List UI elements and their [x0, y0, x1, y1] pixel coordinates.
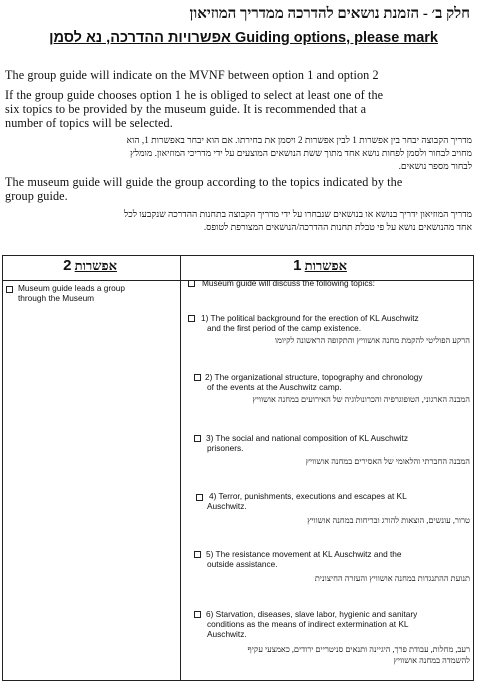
instruction-hebrew-line1: מדריך הקבוצה יבחר בין אפשרות 1 לבין אפשרות 2 ויסמן את בחירתו. אם הוא יבחר באפשרות 1, הוא	[126, 135, 472, 145]
option2-heading-number: 2	[63, 257, 72, 274]
instruction-option1-line2: six topics to be provided by the museum guide. It is recommended that a	[5, 102, 367, 116]
instruction-hebrew-museum-line1: מדריך המוזיאון ידריך בנושא או בנושאים שנבחרו על ידי מדריך הקבוצה בתחנות ההדרכה שנקבעו לכל	[123, 209, 472, 219]
topic-5-en-line2: outside assistance.	[207, 559, 278, 569]
topic-2-en-line2: of the events at the Auschwitz camp.	[207, 382, 342, 392]
instruction-museum-guide-line2: group guide.	[5, 189, 68, 203]
instruction-option-choice: The group guide will indicate on the MVNF between option 1 and option 2	[5, 68, 379, 82]
option2-text-line1: Museum guide leads a group	[18, 283, 126, 293]
topic-1-en-line2: and the first period of the camp existence.	[207, 323, 362, 333]
option1-heading	[260, 257, 380, 274]
topic-4-en-line1: 4) Terror, punishments, executions and escapes at KL	[209, 491, 407, 501]
topic-6-checkbox[interactable]	[194, 611, 201, 618]
topic-2-en-line1: 2) The organizational structure, topography and chronology	[205, 372, 423, 382]
instruction-hebrew-line3: לבחור מספר נושאים.	[398, 161, 472, 171]
topic-1-checkbox[interactable]	[188, 315, 195, 322]
topic-4-en-line2: Auschwitz.	[207, 501, 247, 511]
topic-6-he-line2: להשמדה במחנה אושוויץ	[393, 656, 470, 665]
topic-1-en-line1: 1) The political background for the erection of KL Auschwitz	[201, 313, 419, 323]
page-subtitle	[44, 30, 438, 46]
option2-heading-label: אפשרות	[74, 258, 117, 273]
topic-3-en-line2: prisoners.	[207, 443, 244, 453]
instruction-museum-guide-line1: The museum guide will guide the group according to the topics indicated by the	[5, 175, 403, 189]
topic-5-en-line1: 5) The resistance movement at KL Auschwitz and the	[206, 549, 402, 559]
option1-heading-label: אפשרות	[304, 258, 347, 273]
option2-checkbox[interactable]	[6, 286, 13, 293]
instruction-hebrew-line2: מחויב לבחור ולסמן לפחות נושא אחד מתוך ששת הנושאים המוצעים על ידי מדריכי המוזיאון. מומלץ	[130, 148, 472, 158]
topic-3-checkbox[interactable]	[194, 435, 201, 442]
topic-5-checkbox[interactable]	[194, 551, 201, 558]
topic-2-checkbox[interactable]	[194, 374, 201, 381]
topic-4-checkbox[interactable]	[196, 494, 203, 501]
topic-5-he: תנועת ההתנגדות במחנה אושוויץ והעזרה החיצונית	[314, 574, 470, 583]
topic-2-he: המבנה הארגוני, הטופוגרפיה והכרונולוגיה של האירועים במחנה אושוויץ	[252, 395, 470, 404]
instruction-hebrew-museum-line2: אחד מהנושאים נושא על פי טבלת תחנות ההדרכה/הנושאים המצורפת לטופס.	[203, 222, 472, 232]
topic-3-en-line1: 3) The social and national composition of KL Auschwitz	[206, 433, 409, 443]
topic-6-en-line3: Auschwitz.	[207, 629, 247, 639]
option2-heading	[30, 257, 150, 274]
topic-4-he: טרור, עונשים, הוצאות להורג ובריחות במחנה אושוויץ	[307, 516, 470, 525]
topic-6-en-line1: 6) Starvation, diseases, slave labor, hygienic and sanitary	[206, 609, 418, 619]
instruction-option1-line1: If the group guide chooses option 1 he is obliged to select at least one of the	[5, 88, 384, 102]
subtitle-hebrew: אפשרויות ההדרכה, נא לסמן	[49, 30, 231, 46]
topic-1-he: הרקע הפוליטי להקמת מחנה אושוויץ והתקופה הראשונה לקיומו	[274, 336, 470, 345]
subtitle-english: Guiding options, please mark	[234, 30, 438, 46]
option1-heading-number: 1	[293, 257, 302, 274]
topic-3-he: המבנה החברתי והלאומי של האסירים במחנה אושוויץ	[305, 457, 470, 466]
option2-text-line2: through the Museum	[18, 293, 95, 303]
topic-6-he-line1: רעב, מחלות, עבודת פרך, היגיינה ותנאים סניטריים ירודים, כאמצעי עקיף	[247, 645, 470, 654]
options-column-divider	[180, 255, 181, 680]
page-title: חלק ב׳ - הזמנת נושאים להדרכה ממדריך המוזיאון	[189, 6, 470, 22]
topic-6-en-line2: conditions as the means of indirect extermination at KL	[207, 619, 409, 629]
option1-intro: Museum guide will discuss the following topics:	[202, 278, 375, 288]
instruction-option1-line3: number of topics will be selected.	[5, 116, 173, 130]
option1-checkbox[interactable]	[188, 280, 195, 287]
